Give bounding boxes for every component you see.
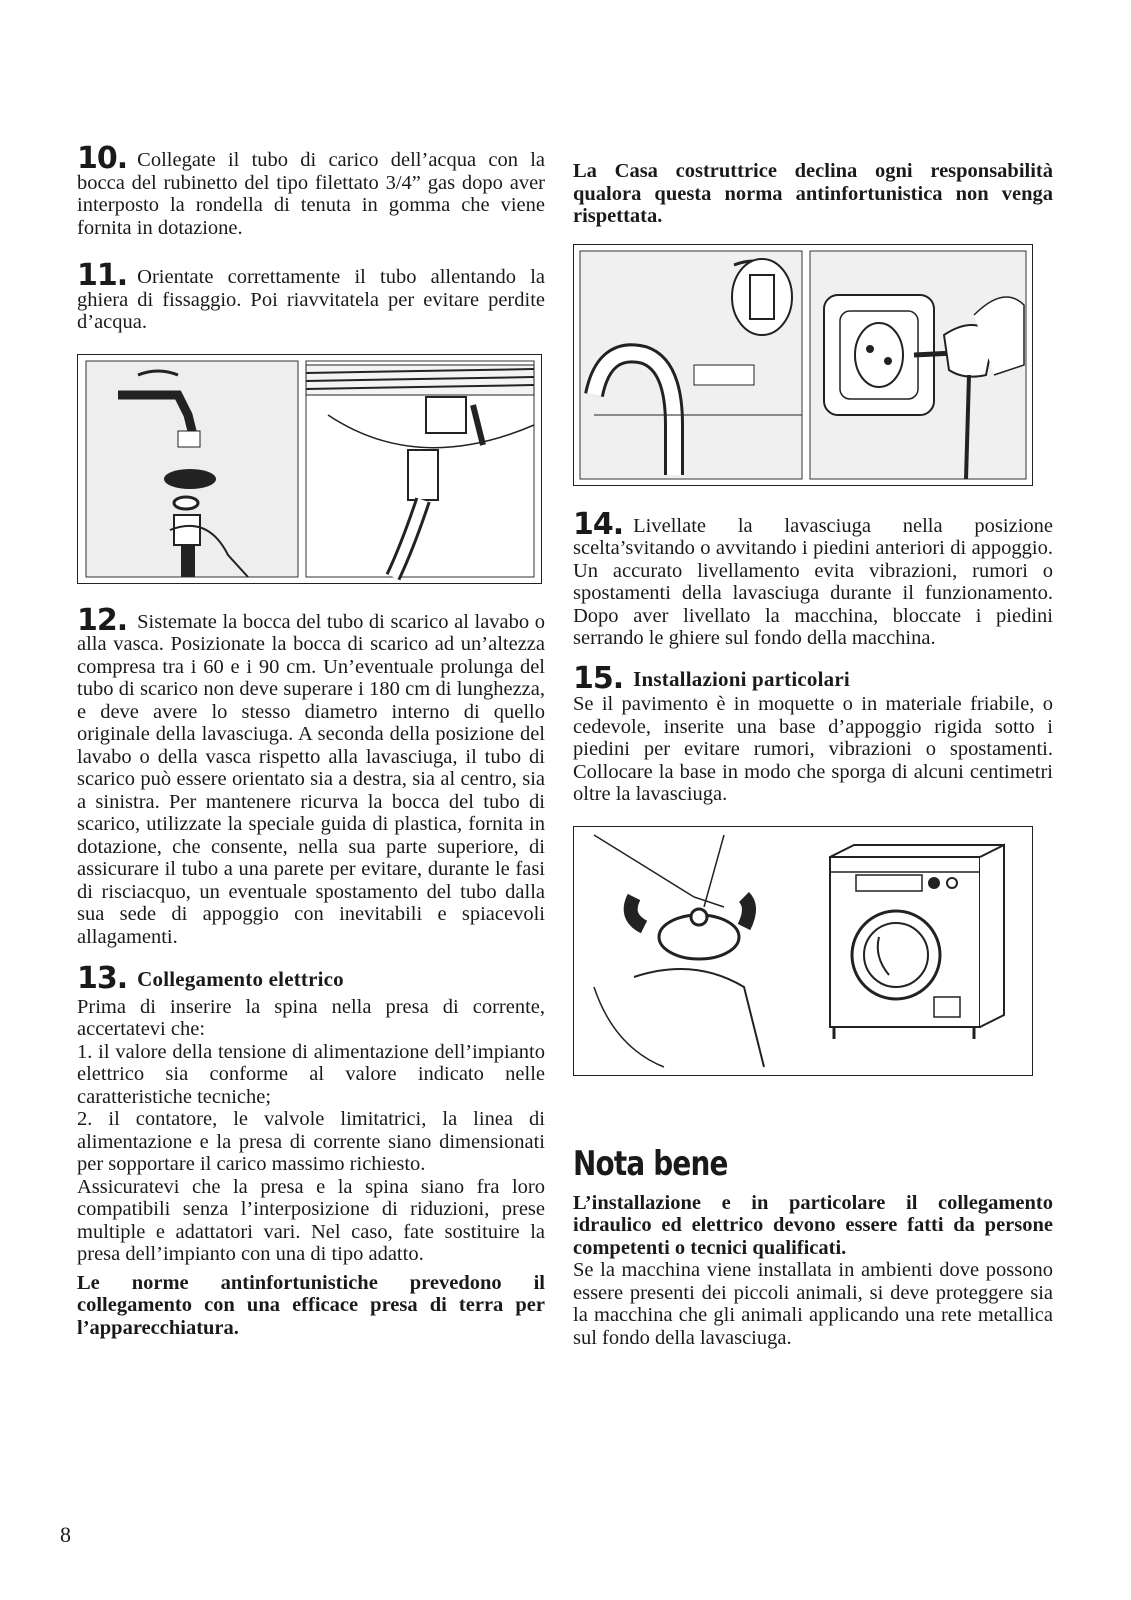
section-heading: Installazioni particolari: [633, 666, 850, 691]
step-11: [77, 258, 545, 334]
step-text: Orientate correttamente il tubo allentando la ghiera di fissaggio. Poi riavvitatela per evitare perdite d’acqua.: [77, 266, 545, 333]
nota-bene-bold: L’installazione e in particolare il collegamento idraulico ed elettrico devono essere fatti da persone competenti o tecnici qualificati.: [573, 1191, 1053, 1259]
step-12: [77, 602, 545, 949]
nota-bene-title: Nota bene: [573, 1143, 728, 1184]
section-heading: Collegamento elettrico: [137, 967, 344, 991]
warning-text: La Casa costruttrice declina ogni responsabilità qualora questa norma antinfortunistica non venga rispettata.: [573, 160, 1053, 227]
nota-bene-text: Se la macchina viene installata in ambienti dove possono essere presenti dei piccoli animali, si deve proteggere sia la macchina che gli animali applicando una rete metallica sul fondo della lavasciuga.: [573, 1259, 1053, 1349]
left-column: [77, 141, 545, 1339]
step-number: 13.: [77, 961, 128, 996]
step-13-bold-note: Le norme antinfortunistiche prevedono il collegamento con una efficace presa di terra per l’apparecchiatura.: [77, 1271, 545, 1339]
step-13-item-2: 2. il contatore, le valvole limitatrici, la linea di alimentazione e la presa di corrente siano dimensionati per sopportare il carico massimo richiesto.: [77, 1108, 545, 1175]
nota-bene-section: [573, 1144, 1053, 1350]
step-14: [573, 506, 1053, 650]
page-number: 8: [60, 1522, 71, 1547]
step-15: [573, 660, 1053, 806]
step-15-text: Se il pavimento è in moquette o in materiale friabile, o cedevole, inserite una base d’appoggio rigida sotto i piedini per evitare rumori, vibrazioni o spostamenti. Collocare la base in modo che sporga di alcuni centimetri oltre la lavasciuga.: [573, 693, 1053, 805]
step-number: 11.: [77, 258, 128, 293]
plug-socket-illustration: [573, 244, 1033, 486]
step-13-title: [77, 961, 545, 996]
step-text: Sistemate la bocca del tubo di scarico al lavabo o alla vasca. Posizionate la bocca di scarico ad un’altezza compresa tra i 60 e i 90 cm. Un’eventuale prolunga del tubo di scarico non deve superare i 180 cm di lunghezza, e deve avere lo stesso diametro interno di quello originale della lavasciuga. A seconda della posizione del lavabo o della vasca rispetto alla lavasciuga, il tubo di scarico può essere orientato sia a destra, sia al centro, sia a sinistra. Per mantenere ricurva la bocca del tubo di scarico, utilizzate la speciale guida di plastica, fornita in dotazione, che consente, nella sua parte superiore, di assicurare il tubo a una parete per evitare, durante le fasi di risciacquo, un eventuale spostamento del tubo dalla sua sede di appoggio con inevitabili e spiacevoli allagamenti.: [77, 610, 545, 948]
step-number: 14.: [573, 506, 624, 542]
right-column: [573, 160, 1053, 1349]
step-13: [77, 961, 545, 1339]
step-10: [77, 141, 545, 239]
step-13-item-1: 1. il valore della tensione di alimentazione dell’impianto elettrico sia conforme al valore indicato nelle caratteristiche tecniche;: [77, 1040, 545, 1108]
step-number: 15.: [573, 660, 624, 696]
step-number: 10.: [77, 141, 128, 176]
step-text: Collegate il tubo di carico dell’acqua con la bocca del rubinetto del tipo filettato 3/4” gas dopo aver interposto la rondella di tenuta in gomma che viene fornita in dotazione.: [77, 149, 545, 239]
step-13-para: Assicuratevi che la presa e la spina siano fra loro compatibili senza l’interposizione di riduzioni, prese multiple e adattatori vari. Nel caso, fate sostituire la presa dell’impianto con una di tipo adatto.: [77, 1175, 545, 1265]
step-15-title: [573, 660, 1053, 696]
leveling-feet-illustration: [573, 826, 1033, 1076]
faucet-hose-illustration: [77, 354, 542, 584]
step-text: Livellate la lavasciuga nella posizione scelta’svitando o avvitando i piedini anteriori di appoggio. Un accurato livellamento evita vibrazioni, rumori o spostamenti della lavasciuga durante il funzionamento. Dopo aver livellato la macchina, bloccate i piedini serrando le ghiere sul fondo della macchina.: [573, 514, 1053, 649]
step-13-intro: Prima di inserire la spina nella presa di corrente, accertatevi che:: [77, 995, 545, 1040]
step-number: 12.: [77, 602, 128, 638]
